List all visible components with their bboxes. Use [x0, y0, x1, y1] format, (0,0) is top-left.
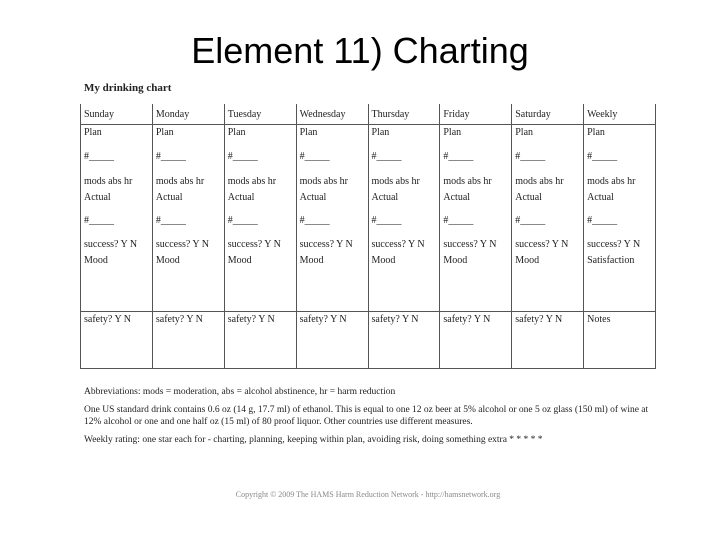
mood-label: Mood: [443, 255, 468, 266]
day-safety-cell[interactable]: [224, 312, 296, 369]
success-label: success? Y N: [443, 239, 497, 250]
weekly-notes-cell[interactable]: [584, 312, 656, 369]
plan-count: #_____: [155, 151, 186, 162]
chart-notes: [84, 386, 654, 452]
abbreviations-note: Abbreviations: mods = moderation, abs = alcohol abstinence, hr = harm reduction: [84, 387, 396, 397]
success-label: success? Y N: [155, 239, 210, 250]
safety-label: safety? Y N: [515, 314, 563, 325]
safety-label: safety? Y N: [371, 314, 419, 325]
goal-type: mods abs hr: [155, 176, 205, 187]
actual-count: #_____: [299, 215, 330, 226]
plan-count: #_____: [515, 151, 546, 162]
mood-label: Mood: [227, 255, 252, 266]
goal-type: mods abs hr: [227, 176, 277, 187]
plan-label: Plan: [84, 127, 102, 138]
day-plan-cell[interactable]: [224, 125, 296, 312]
goal-type: mods abs hr: [515, 176, 564, 187]
plan-label: Plan: [227, 127, 246, 138]
actual-label: Actual: [155, 192, 183, 203]
plan-count: #_____: [227, 151, 258, 162]
day-plan-cell[interactable]: [296, 125, 368, 312]
goal-type: mods abs hr: [371, 176, 420, 187]
day-header: Wednesday: [296, 104, 368, 125]
day-header-row: [81, 104, 656, 125]
mood-label: Mood: [299, 255, 324, 266]
day-header: Tuesday: [224, 104, 296, 125]
plan-count: #_____: [371, 151, 402, 162]
actual-count: #_____: [84, 215, 114, 226]
safety-row: [81, 312, 656, 369]
actual-label: Actual: [84, 192, 111, 203]
plan-count: #_____: [587, 151, 618, 162]
weekly-plan-cell[interactable]: [584, 125, 656, 312]
day-header: Saturday: [512, 104, 584, 125]
plan-label: Plan: [587, 127, 605, 138]
success-label: success? Y N: [515, 239, 569, 250]
goal-type: mods abs hr: [443, 176, 492, 187]
plan-label: Plan: [155, 127, 174, 138]
actual-count: #_____: [515, 215, 546, 226]
mood-label: Mood: [84, 255, 108, 266]
plan-label: Plan: [371, 127, 390, 138]
notes-label: Notes: [587, 314, 611, 325]
success-label: success? Y N: [299, 239, 353, 250]
actual-label: Actual: [227, 192, 255, 203]
plan-label: Plan: [515, 127, 534, 138]
day-header: Thursday: [368, 104, 440, 125]
success-label: success? Y N: [587, 239, 641, 250]
day-plan-cell[interactable]: [81, 125, 153, 312]
actual-label: Actual: [515, 192, 542, 203]
day-header: Friday: [440, 104, 512, 125]
plan-label: Plan: [299, 127, 318, 138]
safety-label: safety? Y N: [84, 314, 132, 325]
actual-count: #_____: [587, 215, 618, 226]
plan-row: [81, 125, 656, 312]
success-label: success? Y N: [371, 239, 425, 250]
safety-label: safety? Y N: [443, 314, 491, 325]
day-plan-cell[interactable]: [512, 125, 584, 312]
copyright-footer: Copyright © 2009 The HAMS Harm Reduction Network - http://hamsnetwork.org: [235, 490, 501, 499]
actual-label: Actual: [587, 192, 614, 203]
safety-label: safety? Y N: [299, 314, 347, 325]
day-plan-cell[interactable]: [368, 125, 440, 312]
plan-count: #_____: [299, 151, 330, 162]
safety-label: safety? Y N: [227, 314, 275, 325]
actual-count: #_____: [371, 215, 402, 226]
mood-label: Mood: [371, 255, 396, 266]
day-safety-cell[interactable]: [81, 312, 153, 369]
satisfaction-label: Satisfaction: [587, 255, 635, 266]
day-safety-cell[interactable]: [440, 312, 512, 369]
day-header: Sunday: [81, 104, 153, 125]
day-safety-cell[interactable]: [152, 312, 224, 369]
mood-label: Mood: [155, 255, 180, 266]
day-header: Monday: [152, 104, 224, 125]
day-plan-cell[interactable]: [152, 125, 224, 312]
chart-title: My drinking chart: [84, 82, 172, 94]
goal-type: mods abs hr: [299, 176, 348, 187]
drinking-chart-table: [80, 104, 656, 369]
success-label: success? Y N: [227, 239, 281, 250]
goal-type: mods abs hr: [587, 176, 636, 187]
day-safety-cell[interactable]: [296, 312, 368, 369]
drinking-chart-document: [80, 80, 656, 520]
plan-label: Plan: [443, 127, 462, 138]
day-safety-cell[interactable]: [368, 312, 440, 369]
safety-label: safety? Y N: [155, 314, 203, 325]
actual-label: Actual: [299, 192, 327, 203]
standard-drink-note: One US standard drink contains 0.6 oz (14 g, 17.7 ml) of ethanol. This is equal to one 12 oz beer at 5% alcohol or one 5 oz glass (150 ml) of wine at 12% alcohol or one and one half oz (15 ml) of 80 proof liquor. Other countries use different measures.: [84, 405, 649, 427]
slide-title: Element 11) Charting: [191, 30, 529, 71]
day-safety-cell[interactable]: [512, 312, 584, 369]
day-plan-cell[interactable]: [440, 125, 512, 312]
actual-count: #_____: [227, 215, 258, 226]
actual-count: #_____: [443, 215, 474, 226]
actual-label: Actual: [371, 192, 399, 203]
goal-type: mods abs hr: [84, 176, 133, 187]
weekly-rating-note: Weekly rating: one star each for - charting, planning, keeping within plan, avoiding risk, doing something extra * * * * *: [84, 435, 543, 445]
plan-count: #_____: [443, 151, 474, 162]
day-header: Weekly: [584, 104, 656, 125]
plan-count: #_____: [84, 151, 114, 162]
actual-label: Actual: [443, 192, 471, 203]
actual-count: #_____: [155, 215, 186, 226]
success-label: success? Y N: [84, 239, 138, 250]
mood-label: Mood: [515, 255, 540, 266]
